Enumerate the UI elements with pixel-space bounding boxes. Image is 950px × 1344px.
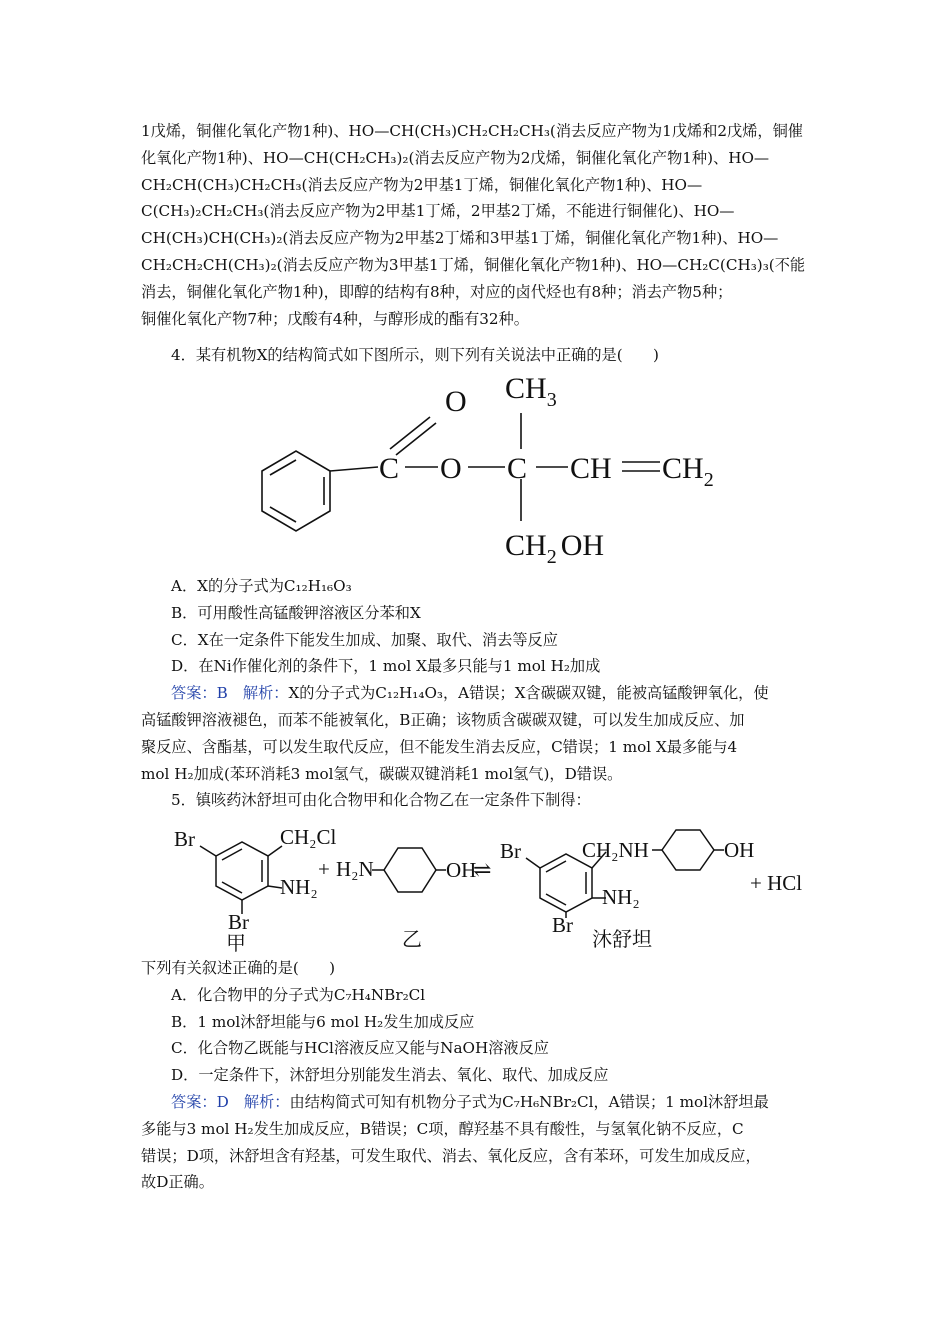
yi-oh: OH: [446, 858, 477, 882]
jia-br-bottom: Br: [228, 910, 249, 934]
product-br-top: Br: [500, 839, 521, 863]
hydroxymethyl-group: $CH_2$ OH: [505, 529, 605, 568]
answer-label: 答案：D 解析：: [171, 1092, 290, 1111]
answer-line: 聚反应、含酯基，可以发生取代反应，但不能发生消去反应，C错误；1 mol X最多能与4: [141, 737, 738, 756]
analysis-line: 1戊烯，铜催化氧化产物1种)、HO—CH(CH₃)CH₂CH₂CH₃(消去反应产物为1戊烯和2戊烯，铜催: [141, 122, 803, 140]
question-5-stem: 5．镇咳药沐舒坦可由化合物甲和化合物乙在一定条件下制得：: [171, 791, 591, 810]
question-5-options: [141, 955, 811, 1196]
question-5-prompt: 下列有关叙述正确的是( ): [141, 959, 336, 977]
structure-formula-x: [250, 375, 730, 570]
product-nh2: NH₂: [602, 885, 640, 909]
analysis-line: CH₂CH(CH₃)CH₂CH₃(消去反应产物为2甲基1丁烯，铜催化氧化产物1种)、HO—: [141, 175, 703, 194]
vinyl-ch2: $CH_2$: [662, 452, 714, 491]
answer-line: 多能与3 mol H₂发生加成反应，B错误；C项，醇羟基不具有酸性，与氢氧化钠不反应，C: [141, 1119, 744, 1138]
analysis-line: CH₂CH₂CH(CH₃)₂(消去反应产物为3甲基1丁烯，铜催化氧化产物1种)、HO—CH₂C(CH₃)₃(不能: [141, 255, 806, 274]
option-b: B．可用酸性高锰酸钾溶液区分苯和X: [171, 603, 421, 622]
analysis-line: 化氧化产物1种)、HO—CH(CH₂CH₃)₂(消去反应产物为2戊烯，铜催化氧化产物1种)、HO—: [141, 148, 770, 167]
question-4-options: [141, 573, 811, 814]
methyl-group: $CH_3$: [505, 375, 557, 411]
option-a: A．化合物甲的分子式为C₇H₄NBr₂Cl: [171, 985, 426, 1004]
jia-ring: [200, 842, 282, 914]
jia-ch2cl: CH₂Cl: [280, 825, 337, 849]
carbonyl-oxygen: O: [445, 385, 467, 418]
analysis-line: C(CH₃)₂CH₂CH₃(消去反应产物为2甲基1丁烯，2甲基2丁烯，不能进行铜催化)、HO—: [141, 202, 735, 221]
option-d: D．在Ni作催化剂的条件下，1 mol X最多只能与1 mol H₂加成: [171, 657, 601, 676]
plus-hcl: + HCl: [750, 871, 803, 895]
option-b: B．1 mol沐舒坦能与6 mol H₂发生加成反应: [171, 1012, 475, 1031]
answer-4-first-line: 答案：B 解析：X的分子式为C₁₂H₁₄O₃，A错误；X含碳碳双键，能被高锰酸钾氧化，使: [171, 684, 769, 703]
previous-analysis: [141, 118, 811, 332]
benzene-ring: [262, 451, 330, 531]
ester-oxygen: O: [440, 452, 462, 485]
answer-line: 高锰酸钾溶液褪色，而苯不能被氧化，B正确；该物质含碳碳双键，可以发生加成反应、加: [141, 710, 745, 729]
analysis-line: 铜催化氧化产物7种；戊酸有4种，与醇形成的酯有32种。: [141, 309, 529, 328]
question-4: [141, 342, 811, 369]
analysis-line: CH(CH₃)CH(CH₃)₂(消去反应产物为2甲基2丁烯和3甲基1丁烯，铜催化氧化产物1种)、HO—: [141, 229, 779, 248]
jia-nh2: NH₂: [280, 875, 318, 899]
option-d: D．一定条件下，沐舒坦分别能发生消去、氧化、取代、加成反应: [171, 1066, 609, 1085]
vinyl-ch: CH: [570, 452, 612, 485]
answer-label: 答案：B 解析：: [171, 684, 289, 703]
product-label: 沐舒坦: [592, 927, 652, 951]
carbonyl-carbon: C: [379, 452, 400, 485]
product-oh: OH: [724, 838, 755, 862]
yi-ring: [372, 848, 446, 892]
question-4-stem: 4．某有机物X的结构简式如下图所示，则下列有关说法中正确的是( ): [171, 346, 659, 364]
plus-sign: +: [318, 857, 330, 881]
product-br-bottom: Br: [552, 913, 573, 937]
option-a: A．X的分子式为C₁₂H₁₆O₃: [171, 577, 352, 595]
equilibrium-arrow: ⇌: [473, 857, 492, 882]
answer-line: 错误；D项，沐舒坦含有羟基，可发生取代、消去、氧化反应，含有苯环，可发生加成反应，: [141, 1146, 761, 1165]
yi-h2n: H₂N: [336, 857, 374, 881]
yi-label: 乙: [402, 927, 422, 951]
answer-line: 故D正确。: [141, 1173, 214, 1192]
answer-5-first-line: 答案：D 解析：由结构简式可知有机物分子式为C₇H₆NBr₂Cl，A错误；1 mol沐舒坦最: [171, 1092, 769, 1111]
quaternary-carbon: C: [507, 452, 528, 485]
option-c: C．X在一定条件下能发生加成、加聚、取代、消去等反应: [171, 630, 558, 649]
option-c: C．化合物乙既能与HCl溶液反应又能与NaOH溶液反应: [171, 1039, 549, 1058]
reaction-scheme: [170, 822, 820, 952]
answer-line: mol H₂加成(苯环消耗3 mol氢气，碳碳双键消耗1 mol氢气)，D错误。: [141, 764, 623, 783]
analysis-line: 消去，铜催化氧化产物1种)，即醇的结构有8种，对应的卤代烃也有8种；消去产物5种；: [141, 282, 733, 301]
jia-br-top: Br: [174, 827, 195, 851]
jia-label: 甲: [226, 931, 246, 952]
product-ch2nh: CH₂NH: [582, 838, 649, 862]
